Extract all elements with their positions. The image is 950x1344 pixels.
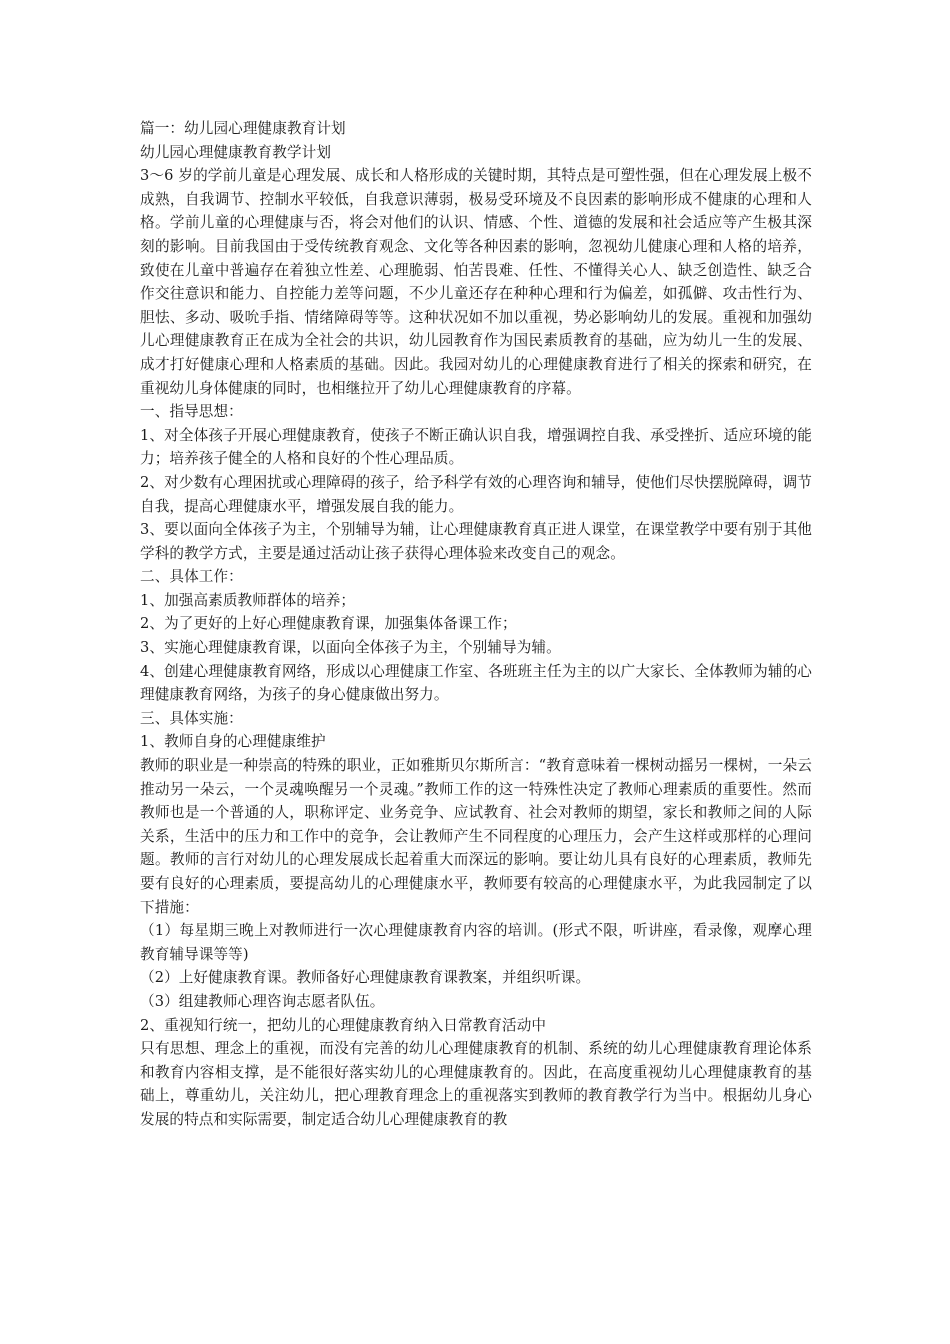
integration-paragraph: 只有思想、理念上的重视，而没有完善的幼儿心理健康教育的机制、系统的幼儿心理健康教育理论体系和教育内容相支撑，是不能很好落实幼儿的心理健康教育的。因此，在高度重视幼儿心理健康教育的基础上，尊重幼儿，关注幼儿，把心理教育理念上的重视落实到教师的教育教学行为当中。根据幼儿身心发展的特点和实际需要，制定适合幼儿心理健康教育的教: [140, 1040, 812, 1128]
guiding-item-2: 2、对少数有心理困扰或心理障碍的孩子，给予科学有效的心理咨询和辅导，使他们尽快摆脱障碍，调节自我，提高心理健康水平，增强发展自我的能力。: [140, 473, 812, 515]
guiding-item-1: 1、对全体孩子开展心理健康教育，使孩子不断正确认识自我，增强调控自我、承受挫折、适应环境的能力；培养孩子健全的人格和良好的个性心理品质。: [140, 426, 812, 468]
section-heading-implementation: 三、具体实施：: [140, 709, 243, 727]
teacher-health-paragraph: 教师的职业是一种崇高的特殊的职业，正如雅斯贝尔斯所言：“教育意味着一棵树动摇另一棵树，一朵云推动另一朵云，一个灵魂唤醒另一个灵魂。”教师工作的这一特殊性决定了教师心理素质的重要性。然而教师也是一个普通的人，职称评定、业务竞争、应试教育、社会对教师的期望，家长和教师之间的人际关系，生活中的压力和工作中的竞争，会让教师产生不同程度的心理压力，会产生这样或那样的心理问题。教师的言行对幼儿的心理发展成长起着重大而深远的影响。要让幼儿具有良好的心理素质，教师先要有良好的心理素质，要提高幼儿的心理健康水平，教师要有较高的心理健康水平，为此我园制定了以下措施：: [140, 757, 812, 916]
section-heading-guiding-ideas: 一、指导思想：: [140, 403, 243, 421]
measure-item-2: （2）上好健康教育课。教师备好心理健康教育课教案，并组织听课。: [140, 969, 591, 987]
implementation-heading-1: 1、教师自身的心理健康维护: [140, 733, 326, 751]
guiding-item-3: 3、要以面向全体孩子为主，个别辅导为辅，让心理健康教育真正进人课堂，在课堂教学中要有别于其他学科的教学方式，主要是通过活动让孩子获得心理体验来改变自己的观念。: [140, 521, 812, 562]
work-item-4: 4、创建心理健康教育网络，形成以心理健康工作室、各班班主任为主的以广大家长、全体教师为辅的心理健康教育网络，为孩子的身心健康做出努力。: [140, 662, 812, 704]
document-body: [140, 117, 812, 1132]
work-item-3: 3、实施心理健康教育课，以面向全体孩子为主，个别辅导为辅。: [140, 639, 561, 657]
document-title: 篇一：幼儿园心理健康教育计划: [140, 120, 346, 137]
section-heading-specific-work: 二、具体工作：: [140, 568, 243, 586]
measure-item-1: （1）每星期三晚上对教师进行一次心理健康教育内容的培训。(形式不限，听讲座，看录像，观摩心理教育辅导课等等): [140, 922, 812, 963]
implementation-heading-2: 2、重视知行统一，把幼儿的心理健康教育纳入日常教育活动中: [140, 1016, 547, 1034]
document-subtitle: 幼儿园心理健康教育教学计划: [140, 143, 332, 161]
intro-paragraph: 3～6 岁的学前儿童是心理发展、成长和人格形成的关键时期，其特点是可塑性强，但在心理发展上极不成熟，自我调节、控制水平较低，自我意识薄弱，极易受环境及不良因素的影响形成不健康的心理和人格。学前儿童的心理健康与否，将会对他们的认识、情感、个性、道德的发展和社会适应等产生极其深刻的影响。目前我国由于受传统教育观念、文化等各种因素的影响，忽视幼儿健康心理和人格的培养，致使在儿童中普遍存在着独立性差、心理脆弱、怕苦畏难、任性、不懂得关心人、缺乏创造性、缺乏合作交往意识和能力、自控能力差等问题，不少儿童还存在种种心理和行为偏差，如孤僻、攻击性行为、胆怯、多动、吸吮手指、情绪障碍等等。这种状况如不加以重视，势必影响幼儿的发展。重视和加强幼儿心理健康教育正在成为全社会的共识，幼儿园教育作为国民素质教育的基础，应为幼儿一生的发展、成才打好健康心理和人格素质的基础。因此。我园对幼儿的心理健康教育进行了相关的探索和研究，在重视幼儿身体健康的同时，也相继拉开了幼儿心理健康教育的序幕。: [140, 167, 812, 397]
measure-item-3: （3）组建教师心理咨询志愿者队伍。: [140, 992, 385, 1010]
work-item-2: 2、为了更好的上好心理健康教育课，加强集体备课工作；: [140, 615, 517, 633]
work-item-1: 1、加强高素质教师群体的培养；: [140, 591, 356, 609]
